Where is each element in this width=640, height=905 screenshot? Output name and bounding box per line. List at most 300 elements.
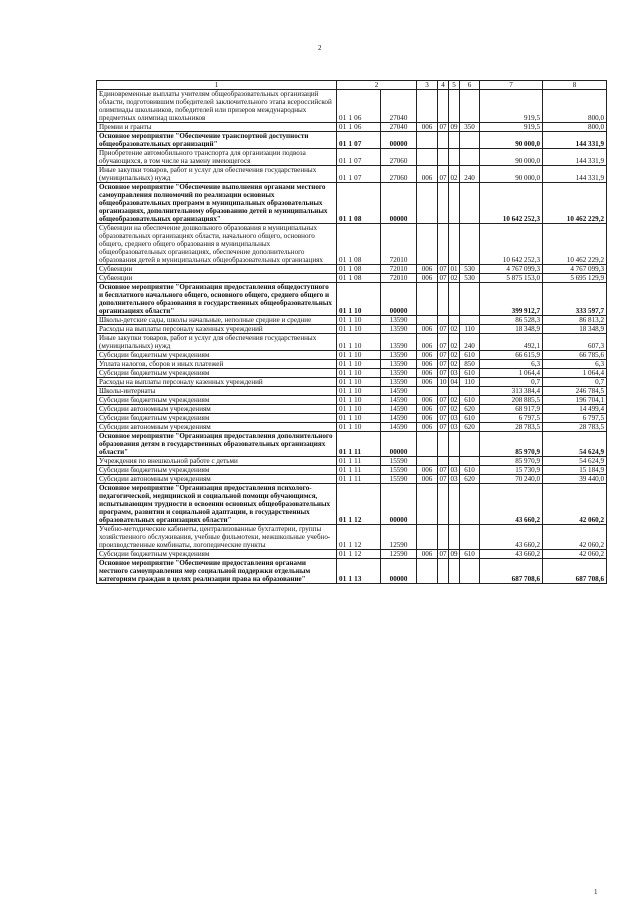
row-name-cell: Субсидии автономным учреждениям xyxy=(97,405,337,414)
row-amount-year1-cell: 4 767 099,3 xyxy=(480,265,543,274)
row-subsection-cell xyxy=(449,387,460,396)
row-subsection-cell: 02 xyxy=(450,274,458,282)
row-amount-year2-cell: 42 060,2 xyxy=(543,550,607,559)
row-amount-year1-cell: 43 660,2 xyxy=(480,484,543,525)
row-ministry-cell: 006 xyxy=(417,405,438,414)
row-section-cell: 07 xyxy=(439,475,447,483)
row-direction-code-cell: 12590 xyxy=(381,550,417,559)
row-direction-code-cell: 14590 xyxy=(381,423,417,432)
row-subsection-cell xyxy=(449,149,460,166)
header-cell-4: 4 xyxy=(438,81,449,90)
row-amount-year1-cell: 15 730,9 xyxy=(480,466,543,475)
row-amount-year2-cell: 86 813,2 xyxy=(543,316,607,325)
row-expense-type-cell: 110 xyxy=(460,325,480,334)
row-amount-year2-cell: 800,0 xyxy=(543,90,607,123)
row-direction-code-cell: 13590 xyxy=(381,325,417,334)
row-section-cell: 07 xyxy=(439,396,447,404)
row-section-cell: 07 xyxy=(439,423,447,431)
row-amount-year1-cell: 687 708,6 xyxy=(480,559,543,584)
table-row xyxy=(97,405,607,414)
row-amount-year1-cell: 43 660,2 xyxy=(480,550,543,559)
row-program-code-cell: 01 1 12 xyxy=(337,550,381,559)
table-row xyxy=(97,387,607,396)
page-number: 2 xyxy=(318,44,322,52)
row-subsection-cell xyxy=(449,224,460,265)
row-direction-code-cell: 13590 xyxy=(381,334,417,351)
row-direction-code-cell: 13590 xyxy=(381,351,417,360)
row-amount-year1-cell: 90 000,0 xyxy=(480,132,543,149)
row-amount-year2-cell: 607,3 xyxy=(543,334,607,351)
row-name-cell: Расходы на выплаты персоналу казенных учреждений xyxy=(97,325,337,334)
row-expense-type-cell xyxy=(460,559,480,584)
table-row xyxy=(97,423,607,432)
row-name-cell: Учебно-методические кабинеты, централизованные бухгалтерии, группы хозяйственного обслуживания, учебные фильмотеки, межшкольные учебно-производственные комбинаты, логопедические пункты xyxy=(97,525,337,550)
table-row xyxy=(97,224,607,265)
row-expense-type-cell: 620 xyxy=(460,405,480,414)
row-amount-year2-cell: 6 797,5 xyxy=(543,414,607,423)
row-section-cell xyxy=(438,457,449,466)
row-amount-year1-cell: 85 970,9 xyxy=(480,432,543,457)
row-amount-year2-cell: 15 184,9 xyxy=(543,466,607,475)
row-amount-year1-cell: 1 064,4 xyxy=(480,369,543,378)
row-amount-year2-cell: 66 785,6 xyxy=(543,351,607,360)
row-ministry-cell: 006 xyxy=(417,274,438,283)
row-ministry-cell: 006 xyxy=(417,475,438,484)
table-row xyxy=(97,316,607,325)
row-amount-year2-cell: 144 331,9 xyxy=(543,149,607,166)
row-section-cell: 07 xyxy=(439,351,447,359)
table-body xyxy=(97,81,607,584)
row-direction-code-cell: 00000 xyxy=(381,559,417,584)
row-program-code-cell: 01 1 08 xyxy=(337,183,381,224)
row-amount-year2-cell: 196 704,1 xyxy=(543,396,607,405)
table-row xyxy=(97,274,607,283)
row-amount-year1-cell: 399 912,7 xyxy=(480,283,543,316)
row-ministry-cell: 006 xyxy=(417,166,438,183)
row-subsection-cell xyxy=(449,559,460,584)
header-cell-8: 8 xyxy=(543,81,607,90)
row-direction-code-cell: 14590 xyxy=(381,387,417,396)
row-section-cell: 07 xyxy=(439,369,447,377)
row-direction-code-cell: 12590 xyxy=(381,525,417,550)
row-expense-type-cell xyxy=(460,387,480,396)
row-amount-year1-cell: 70 240,0 xyxy=(480,475,543,484)
table-row xyxy=(97,432,607,457)
table-row xyxy=(97,90,607,123)
row-amount-year1-cell: 492,1 xyxy=(480,334,543,351)
row-name-cell: Субсидии бюджетным учреждениям xyxy=(97,396,337,405)
row-ministry-cell: 006 xyxy=(417,396,438,405)
row-section-cell xyxy=(438,525,449,550)
row-ministry-cell xyxy=(417,149,438,166)
row-amount-year1-cell: 66 615,9 xyxy=(480,351,543,360)
row-ministry-cell xyxy=(417,525,438,550)
header-cell-1: 1 xyxy=(97,81,337,90)
row-amount-year2-cell: 5 695 129,9 xyxy=(543,274,607,283)
row-program-code-cell: 01 1 08 xyxy=(337,224,381,265)
row-program-code-cell: 01 1 10 xyxy=(337,378,381,387)
row-direction-code-cell: 27040 xyxy=(381,90,417,123)
row-name-cell: Субсидии бюджетным учреждениям xyxy=(97,466,337,475)
row-amount-year1-cell: 208 885,5 xyxy=(480,396,543,405)
table-row xyxy=(97,334,607,351)
row-program-code-cell: 01 1 10 xyxy=(337,325,381,334)
row-ministry-cell xyxy=(417,387,438,396)
row-amount-year1-cell: 43 660,2 xyxy=(480,525,543,550)
row-direction-code-cell: 13590 xyxy=(381,360,417,369)
row-name-cell: Основное мероприятие "Обеспечение выполнения органами местного самоуправления полномочий по реализации основных общеобразовательных программ в муниципальных образовательных организациях, дополнительному образованию детей в муниципальных общеобразовательных организациях" xyxy=(97,183,337,224)
row-program-code-cell: 01 1 10 xyxy=(337,387,381,396)
row-amount-year1-cell: 10 642 252,3 xyxy=(480,224,543,265)
row-expense-type-cell: 620 xyxy=(460,475,480,484)
row-program-code-cell: 01 1 10 xyxy=(337,396,381,405)
row-amount-year2-cell: 54 624,9 xyxy=(543,457,607,466)
row-subsection-cell xyxy=(449,316,460,325)
row-ministry-cell: 006 xyxy=(417,334,438,351)
row-amount-year2-cell: 687 708,6 xyxy=(543,559,607,584)
row-program-code-cell: 01 1 10 xyxy=(337,369,381,378)
row-section-cell: 07 xyxy=(438,166,449,183)
row-expense-type-cell: 240 xyxy=(460,166,480,183)
row-ministry-cell: 006 xyxy=(417,360,438,369)
row-name-cell: Основное мероприятие "Организация предоставления психолого-педагогической, медицинской и социальной помощи обучающимся, испытывающим трудности в освоении основных общеобразовательных программ, развитии и социальной адаптации, в государственных образовательных организациях области" xyxy=(97,484,337,525)
row-name-cell: Субсидии бюджетным учреждениям xyxy=(97,414,337,423)
row-direction-code-cell: 00000 xyxy=(381,183,417,224)
row-program-code-cell: 01 1 07 xyxy=(337,149,381,166)
row-name-cell: Расходы на выплаты персоналу казенных учреждений xyxy=(97,378,337,387)
row-program-code-cell: 01 1 11 xyxy=(337,475,381,484)
row-section-cell: 07 xyxy=(439,123,447,131)
row-name-cell: Субвенции xyxy=(97,274,337,283)
row-subsection-cell: 03 xyxy=(450,475,458,483)
row-expense-type-cell xyxy=(460,132,480,149)
row-amount-year1-cell: 919,5 xyxy=(480,90,543,123)
row-name-cell: Основное мероприятие "Обеспечение транспортной доступности общеобразовательных организаций" xyxy=(97,132,337,149)
row-program-code-cell: 01 1 10 xyxy=(337,283,381,316)
row-program-code-cell: 01 1 10 xyxy=(337,334,381,351)
row-amount-year1-cell: 0,7 xyxy=(480,378,543,387)
row-expense-type-cell xyxy=(460,432,480,457)
row-ministry-cell xyxy=(417,183,438,224)
row-section-cell: 07 xyxy=(438,334,449,351)
row-name-cell: Субсидии бюджетным учреждениям xyxy=(97,550,337,559)
row-section-cell xyxy=(438,149,449,166)
row-section-cell: 07 xyxy=(439,550,447,558)
row-section-cell xyxy=(438,90,449,123)
row-section-cell xyxy=(438,316,449,325)
row-section-cell: 07 xyxy=(439,405,447,413)
row-section-cell: 07 xyxy=(439,414,447,422)
row-amount-year2-cell: 0,7 xyxy=(543,378,607,387)
row-name-cell: Иные закупки товаров, работ и услуг для обеспечения государственных (муниципальных) нужд xyxy=(97,334,337,351)
row-ministry-cell xyxy=(417,283,438,316)
row-subsection-cell: 03 xyxy=(450,369,458,377)
row-section-cell xyxy=(438,559,449,584)
row-expense-type-cell xyxy=(460,283,480,316)
row-amount-year1-cell: 68 917,9 xyxy=(480,405,543,414)
row-expense-type-cell: 850 xyxy=(460,360,480,369)
row-ministry-cell: 006 xyxy=(417,123,438,132)
row-subsection-cell: 02 xyxy=(450,360,458,368)
row-name-cell: Школы-детские сады, школы начальные, неполные средние и средние xyxy=(97,316,337,325)
row-subsection-cell: 02 xyxy=(450,325,458,333)
row-program-code-cell: 01 1 12 xyxy=(337,525,381,550)
row-name-cell: Основное мероприятие "Организация предоставления дополнительного образования детям в государственных образовательных организациях области" xyxy=(97,432,337,457)
row-expense-type-cell xyxy=(460,183,480,224)
row-subsection-cell: 04 xyxy=(450,378,458,386)
row-ministry-cell xyxy=(417,132,438,149)
row-direction-code-cell: 13590 xyxy=(381,378,417,387)
row-subsection-cell xyxy=(449,283,460,316)
row-subsection-cell: 09 xyxy=(450,550,458,558)
row-expense-type-cell: 530 xyxy=(460,265,480,274)
row-section-cell: 07 xyxy=(439,325,447,333)
row-direction-code-cell: 27060 xyxy=(381,149,417,166)
row-subsection-cell xyxy=(449,132,460,149)
row-expense-type-cell: 610 xyxy=(460,466,480,475)
row-ministry-cell xyxy=(417,484,438,525)
table-row xyxy=(97,457,607,466)
row-program-code-cell: 01 1 10 xyxy=(337,351,381,360)
table-row xyxy=(97,475,607,484)
row-subsection-cell xyxy=(449,183,460,224)
row-amount-year1-cell: 10 642 252,3 xyxy=(480,183,543,224)
row-ministry-cell xyxy=(417,457,438,466)
table-row xyxy=(97,283,607,316)
row-direction-code-cell: 72010 xyxy=(381,274,417,283)
table-row xyxy=(97,559,607,584)
row-program-code-cell: 01 1 06 xyxy=(337,123,381,132)
row-direction-code-cell: 72010 xyxy=(381,224,417,265)
row-ministry-cell: 006 xyxy=(417,378,438,387)
table-row xyxy=(97,378,607,387)
table-row xyxy=(97,525,607,550)
header-cell-3: 3 xyxy=(417,81,438,90)
row-ministry-cell: 006 xyxy=(417,369,438,378)
row-direction-code-cell: 00000 xyxy=(381,484,417,525)
row-section-cell xyxy=(438,432,449,457)
row-subsection-cell xyxy=(449,90,460,123)
row-name-cell: Субсидии автономным учреждениям xyxy=(97,423,337,432)
row-expense-type-cell xyxy=(460,149,480,166)
row-name-cell: Субсидии автономным учреждениям xyxy=(97,475,337,484)
row-direction-code-cell: 13590 xyxy=(381,316,417,325)
row-ministry-cell: 006 xyxy=(417,423,438,432)
row-name-cell: Субсидии бюджетным учреждениям xyxy=(97,369,337,378)
row-program-code-cell: 01 1 10 xyxy=(337,316,381,325)
row-subsection-cell: 03 xyxy=(450,423,458,431)
row-section-cell xyxy=(438,183,449,224)
row-expense-type-cell xyxy=(460,90,480,123)
row-subsection-cell: 02 xyxy=(450,351,458,359)
row-ministry-cell: 006 xyxy=(417,351,438,360)
row-section-cell xyxy=(438,132,449,149)
row-amount-year1-cell: 18 348,9 xyxy=(480,325,543,334)
row-ministry-cell: 006 xyxy=(417,325,438,334)
row-amount-year1-cell: 313 384,4 xyxy=(480,387,543,396)
row-expense-type-cell: 610 xyxy=(460,351,480,360)
row-amount-year2-cell: 6,3 xyxy=(543,360,607,369)
row-section-cell xyxy=(438,484,449,525)
row-expense-type-cell: 110 xyxy=(460,378,480,387)
row-subsection-cell: 02 xyxy=(449,334,460,351)
row-name-cell: Премии и гранты xyxy=(97,123,337,132)
row-section-cell: 10 xyxy=(439,378,447,386)
row-name-cell: Школы-интернаты xyxy=(97,387,337,396)
row-direction-code-cell: 13590 xyxy=(381,369,417,378)
row-program-code-cell: 01 1 11 xyxy=(337,466,381,475)
row-amount-year2-cell: 246 784,5 xyxy=(543,387,607,396)
row-direction-code-cell: 15590 xyxy=(381,475,417,484)
table-row xyxy=(97,123,607,132)
row-name-cell: Уплата налогов, сборов и иных платежей xyxy=(97,360,337,369)
row-program-code-cell: 01 1 12 xyxy=(337,484,381,525)
row-expense-type-cell: 610 xyxy=(460,414,480,423)
row-amount-year2-cell: 54 624,9 xyxy=(543,432,607,457)
row-amount-year1-cell: 85 970,9 xyxy=(480,457,543,466)
row-amount-year2-cell: 1 064,4 xyxy=(543,369,607,378)
row-name-cell: Субвенции на обеспечение дошкольного образования в муниципальных образовательных организациях области, начального общего, основного общего, среднего общего образования в муниципальных общеобразовательных организациях, обеспечение дополнительного образования детей в муниципальных общеобразовательных организациях xyxy=(97,224,337,265)
row-direction-code-cell: 14590 xyxy=(381,405,417,414)
row-expense-type-cell xyxy=(460,457,480,466)
row-expense-type-cell xyxy=(460,224,480,265)
table-row xyxy=(97,132,607,149)
row-amount-year1-cell: 90 000,0 xyxy=(480,149,543,166)
row-name-cell: Приобретение автомобильного транспорта для организации подвоза обучающихся, в том числе на замену имеющегося xyxy=(97,149,337,166)
row-ministry-cell xyxy=(417,90,438,123)
row-amount-year2-cell: 18 348,9 xyxy=(543,325,607,334)
row-expense-type-cell xyxy=(460,484,480,525)
row-direction-code-cell: 14590 xyxy=(381,396,417,405)
row-direction-code-cell: 14590 xyxy=(381,414,417,423)
row-program-code-cell: 01 1 07 xyxy=(337,132,381,149)
table-row xyxy=(97,396,607,405)
row-ministry-cell xyxy=(417,316,438,325)
row-section-cell: 07 xyxy=(439,360,447,368)
row-amount-year2-cell: 14 499,4 xyxy=(543,405,607,414)
row-name-cell: Учреждения по внешкольной работе с детьми xyxy=(97,457,337,466)
table-row xyxy=(97,466,607,475)
header-cell-7: 7 xyxy=(480,81,543,90)
row-subsection-cell: 03 xyxy=(450,414,458,422)
row-section-cell: 07 xyxy=(439,466,447,474)
row-amount-year1-cell: 28 783,5 xyxy=(480,423,543,432)
row-subsection-cell xyxy=(449,432,460,457)
row-amount-year1-cell: 6,3 xyxy=(480,360,543,369)
row-ministry-cell: 006 xyxy=(417,414,438,423)
row-amount-year1-cell: 919,5 xyxy=(480,123,543,132)
row-direction-code-cell: 15590 xyxy=(381,457,417,466)
table-row xyxy=(97,325,607,334)
row-ministry-cell xyxy=(417,432,438,457)
row-expense-type-cell: 530 xyxy=(460,274,480,283)
row-amount-year2-cell: 144 331,9 xyxy=(543,166,607,183)
header-cell-6: 6 xyxy=(460,81,480,90)
row-name-cell: Субсидии бюджетным учреждениям xyxy=(97,351,337,360)
row-ministry-cell: 006 xyxy=(417,466,438,475)
table-row xyxy=(97,149,607,166)
row-expense-type-cell xyxy=(460,316,480,325)
row-section-cell xyxy=(438,387,449,396)
table-row xyxy=(97,351,607,360)
row-program-code-cell: 01 1 10 xyxy=(337,360,381,369)
corner-mark: 1 xyxy=(594,888,598,896)
row-direction-code-cell: 15590 xyxy=(381,466,417,475)
row-name-cell: Иные закупки товаров, работ и услуг для обеспечения государственных (муниципальных) нужд xyxy=(97,166,337,183)
table-row xyxy=(97,183,607,224)
row-direction-code-cell: 00000 xyxy=(381,283,417,316)
row-direction-code-cell: 00000 xyxy=(381,132,417,149)
row-program-code-cell: 01 1 06 xyxy=(337,90,381,123)
row-section-cell xyxy=(438,283,449,316)
row-amount-year2-cell: 39 440,0 xyxy=(543,475,607,484)
row-amount-year2-cell: 333 597,7 xyxy=(543,283,607,316)
row-amount-year2-cell: 28 783,5 xyxy=(543,423,607,432)
row-amount-year2-cell: 42 060,2 xyxy=(543,484,607,525)
row-amount-year1-cell: 90 000,0 xyxy=(480,166,543,183)
row-subsection-cell xyxy=(449,457,460,466)
row-ministry-cell: 006 xyxy=(417,550,438,559)
row-amount-year2-cell: 4 767 099,3 xyxy=(543,265,607,274)
row-ministry-cell: 006 xyxy=(417,265,438,274)
row-subsection-cell xyxy=(449,484,460,525)
row-amount-year2-cell: 800,0 xyxy=(543,123,607,132)
row-program-code-cell: 01 1 07 xyxy=(337,166,381,183)
row-program-code-cell: 01 1 08 xyxy=(337,274,381,283)
row-amount-year2-cell: 42 060,2 xyxy=(543,525,607,550)
row-subsection-cell: 09 xyxy=(450,123,458,131)
row-name-cell: Основное мероприятие "Обеспечение предоставления органами местного самоуправления мер социальной поддержки отдельным категориям граждан в целях реализации права на образование" xyxy=(97,559,337,584)
row-name-cell: Субвенции xyxy=(97,265,337,274)
row-program-code-cell: 01 1 08 xyxy=(337,265,381,274)
row-name-cell: Основное мероприятие "Организация предоставления общедоступного и бесплатного начального общего, основного общего, среднего общего и дополнительного образования в государственных общеобразовательных организациях области" xyxy=(97,283,337,316)
row-program-code-cell: 01 1 10 xyxy=(337,423,381,432)
row-program-code-cell: 01 1 10 xyxy=(337,414,381,423)
row-subsection-cell: 02 xyxy=(450,405,458,413)
row-expense-type-cell: 240 xyxy=(460,334,480,351)
table-row xyxy=(97,414,607,423)
header-cell-5: 5 xyxy=(449,81,460,90)
row-subsection-cell: 01 xyxy=(450,265,458,273)
row-ministry-cell xyxy=(417,559,438,584)
row-expense-type-cell: 610 xyxy=(460,369,480,378)
row-section-cell: 07 xyxy=(439,274,447,282)
row-subsection-cell: 02 xyxy=(449,166,460,183)
row-direction-code-cell: 27040 xyxy=(381,123,417,132)
row-amount-year1-cell: 6 797,5 xyxy=(480,414,543,423)
table-row xyxy=(97,550,607,559)
row-amount-year1-cell: 86 528,3 xyxy=(480,316,543,325)
row-program-code-cell: 01 1 11 xyxy=(337,457,381,466)
row-amount-year2-cell: 10 462 229,2 xyxy=(543,183,607,224)
header-row xyxy=(97,81,607,90)
row-section-cell xyxy=(438,224,449,265)
row-subsection-cell: 02 xyxy=(450,396,458,404)
row-name-cell: Единовременные выплаты учителям общеобразовательных организаций области, подготовившим победителей заключительного этапа всероссийской олимпиады школьников, победителей или призеров международных предметных олимпиад школьников xyxy=(97,90,337,123)
row-expense-type-cell: 610 xyxy=(460,396,480,405)
table-row xyxy=(97,360,607,369)
row-expense-type-cell: 610 xyxy=(460,550,480,559)
row-program-code-cell: 01 1 10 xyxy=(337,405,381,414)
row-amount-year2-cell: 10 462 229,2 xyxy=(543,224,607,265)
table-row xyxy=(97,265,607,274)
table-row xyxy=(97,166,607,183)
row-subsection-cell xyxy=(449,525,460,550)
table-row xyxy=(97,484,607,525)
header-cell-2: 2 xyxy=(337,81,417,90)
row-amount-year1-cell: 5 875 153,0 xyxy=(480,274,543,283)
row-program-code-cell: 01 1 13 xyxy=(337,559,381,584)
